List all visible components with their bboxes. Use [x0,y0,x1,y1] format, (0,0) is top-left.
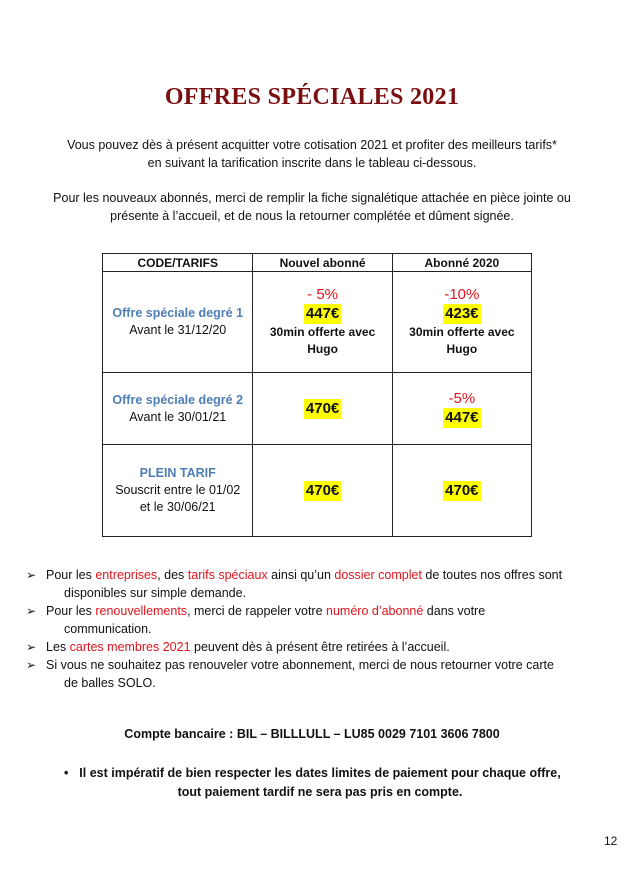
bullet-continuation: disponibles sur simple demande. [64,586,247,600]
warning-line-2: tout paiement tardif ne sera pas pris en compte. [177,785,463,799]
bullet-continuation: de balles SOLO. [64,676,156,690]
bonus-note-line-1: 30min offerte avec [269,325,376,339]
offer-cell [103,272,253,373]
member-2020-price-cell [392,445,531,537]
highlight-text: renouvellements [95,604,188,618]
offer-date: Avant le 30/01/21 [129,409,227,424]
offer-label: Offre spéciale degré 1 [112,306,244,320]
offer-cell [103,373,253,445]
intro-line-1: Vous pouvez dès à présent acquitter votre cotisation 2021 et profiter des meilleurs tarifs* [67,138,557,152]
bullet-text: de toutes nos offres sont [421,568,563,582]
arrow-bullet-icon: ➢ [26,568,37,582]
offer-date-line-1: Souscrit entre le 01/02 [115,483,241,497]
bullet-text: Si vous ne souhaitez pas renouveler votre abonnement, merci de nous retourner votre carte [46,658,554,672]
bonus-note-line-2: Hugo [307,342,338,356]
highlight-text: tarifs spéciaux [187,568,268,582]
price-badge: 470€ [305,481,340,499]
table-header-row [103,254,532,272]
new-members-line-2: présente à l’accueil, et de nous la retourner complétée et dûment signée. [110,209,514,223]
bullet-dot-icon: • [64,766,69,780]
header-member-2020: Abonné 2020 [392,254,531,272]
list-item [24,656,612,692]
discount-label: - 5% [307,286,338,303]
header-new-member: Nouvel abonné [253,254,392,272]
price-badge: 470€ [305,399,340,417]
list-item [24,638,612,656]
list-item [24,566,612,602]
list-item [24,602,612,638]
arrow-bullet-icon: ➢ [26,604,37,618]
page-number: 12 [604,834,618,848]
highlight-text: numéro d’abonné [326,604,424,618]
highlight-text: entreprises [95,568,158,582]
member-2020-price-cell [392,272,531,373]
warning-line-1: Il est impératif de bien respecter les dates limites de paiement pour chaque offre, [79,766,561,780]
bullet-text: Les [46,640,70,654]
offer-cell [103,445,253,537]
page-title: OFFRES SPÉCIALES 2021 [164,84,460,110]
price-badge: 423€ [445,305,479,322]
bullet-text: dans votre [423,604,486,618]
table-row [103,272,532,373]
highlight-text: dossier complet [334,568,422,582]
new-members-line-1: Pour les nouveaux abonnés, merci de remplir la fiche signalétique attachée en pièce jointe ou [53,191,571,205]
arrow-bullet-icon: ➢ [26,640,37,654]
bullet-text: , merci de rappeler votre [187,604,327,618]
bullet-text: ainsi qu’un [267,568,335,582]
intro-paragraph [20,136,604,172]
bullet-text: Pour les [46,604,96,618]
price-badge: 447€ [445,408,479,426]
bullet-text: peuvent dès à présent être retirées à l’accueil. [190,640,450,654]
pricing-table [102,253,532,537]
arrow-bullet-icon: ➢ [26,658,37,672]
price-badge: 470€ [445,481,479,499]
offer-label: Offre spéciale degré 2 [112,392,244,407]
discount-label: -5% [448,389,476,407]
offer-date-line-2: et le 30/06/21 [139,500,216,514]
bank-account: Compte bancaire : BIL – BILLLULL – LU85 0029 7101 3606 7800 [124,727,500,741]
bonus-note-line-2: Hugo [446,342,478,356]
info-bullet-list [24,566,612,692]
new-members-paragraph [20,189,604,225]
bullet-text: Pour les [46,568,96,582]
table-row [103,445,532,537]
bonus-note-line-1: 30min offerte avec [409,325,515,339]
new-member-price-cell [253,272,392,373]
offer-label: PLEIN TARIF [139,466,216,480]
offer-date: Avant le 31/12/20 [129,323,227,337]
highlight-text: cartes membres 2021 [69,640,191,654]
table-row [103,373,532,445]
new-member-price-cell [253,445,392,537]
payment-warning [60,764,580,802]
new-member-price-cell [253,373,392,445]
intro-line-2: en suivant la tarification inscrite dans le tableau ci-dessous. [147,156,477,170]
price-badge: 447€ [305,305,340,322]
header-code-tarifs: CODE/TARIFS [103,254,253,272]
bullet-continuation: communication. [64,622,152,636]
member-2020-price-cell [392,373,531,445]
discount-label: -10% [444,286,480,303]
bullet-text: , des [157,568,188,582]
